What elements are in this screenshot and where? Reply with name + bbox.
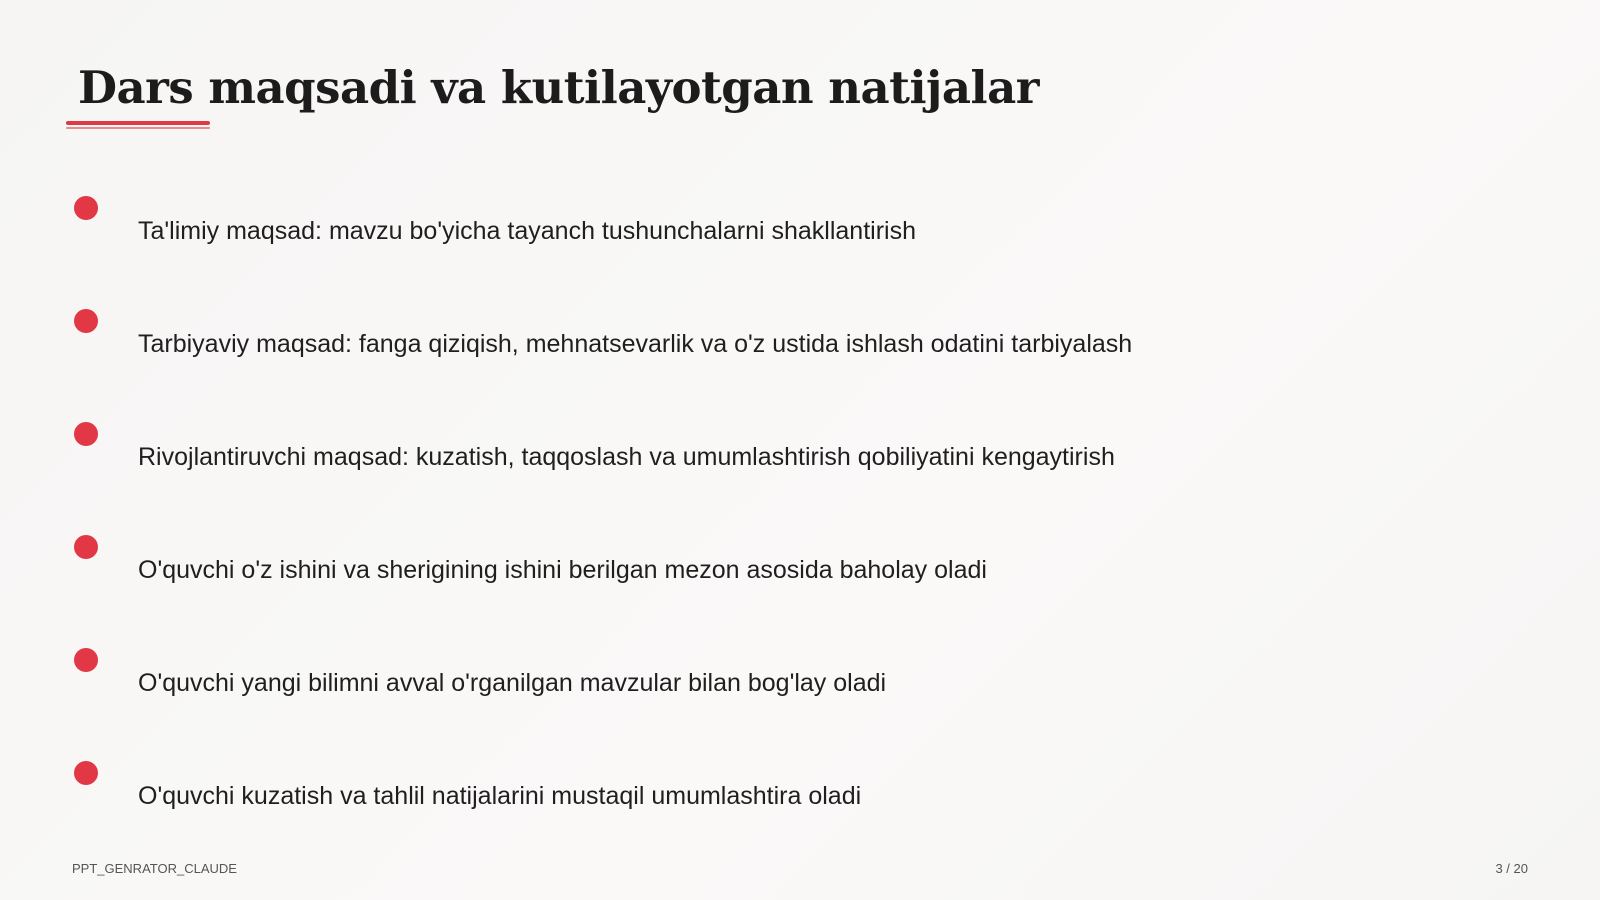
footer-page-indicator: 3 / 20 (1495, 861, 1528, 876)
red-dot-icon (74, 761, 98, 785)
list-item-text: Ta'limiy maqsad: mavzu bo'yicha tayanch tushunchalarni shakllantirish (138, 217, 916, 245)
list-item (0, 648, 1500, 708)
list-item (0, 535, 1500, 595)
list-item-text: O'quvchi kuzatish va tahlil natijalarini mustaqil umumlashtira oladi (138, 782, 862, 810)
list-item (0, 761, 1500, 821)
list-item-text: Tarbiyaviy maqsad: fanga qiziqish, mehnatsevarlik va o'z ustida ishlash odatini tarbiyalash (138, 330, 1133, 358)
list-item-text: O'quvchi o'z ishini va sherigining ishini berilgan mezon asosida baholay oladi (138, 556, 987, 584)
list-item (0, 196, 1500, 256)
red-dot-icon (74, 535, 98, 559)
red-dot-icon (74, 196, 98, 220)
red-dot-icon (74, 648, 98, 672)
red-dot-icon (74, 309, 98, 333)
red-dot-icon (74, 422, 98, 446)
list-item-text: O'quvchi yangi bilimni avval o'rganilgan mavzular bilan bog'lay oladi (138, 669, 887, 697)
slide-title: Dars maqsadi va kutilayotgan natijalar (78, 61, 1039, 114)
list-item (0, 422, 1500, 482)
footer-source-label: PPT_GENRATOR_CLAUDE (72, 861, 237, 876)
list-item (0, 309, 1500, 369)
list-item-text: Rivojlantiruvchi maqsad: kuzatish, taqqoslash va umumlashtirish qobiliyatini kengaytirish (138, 443, 1115, 471)
